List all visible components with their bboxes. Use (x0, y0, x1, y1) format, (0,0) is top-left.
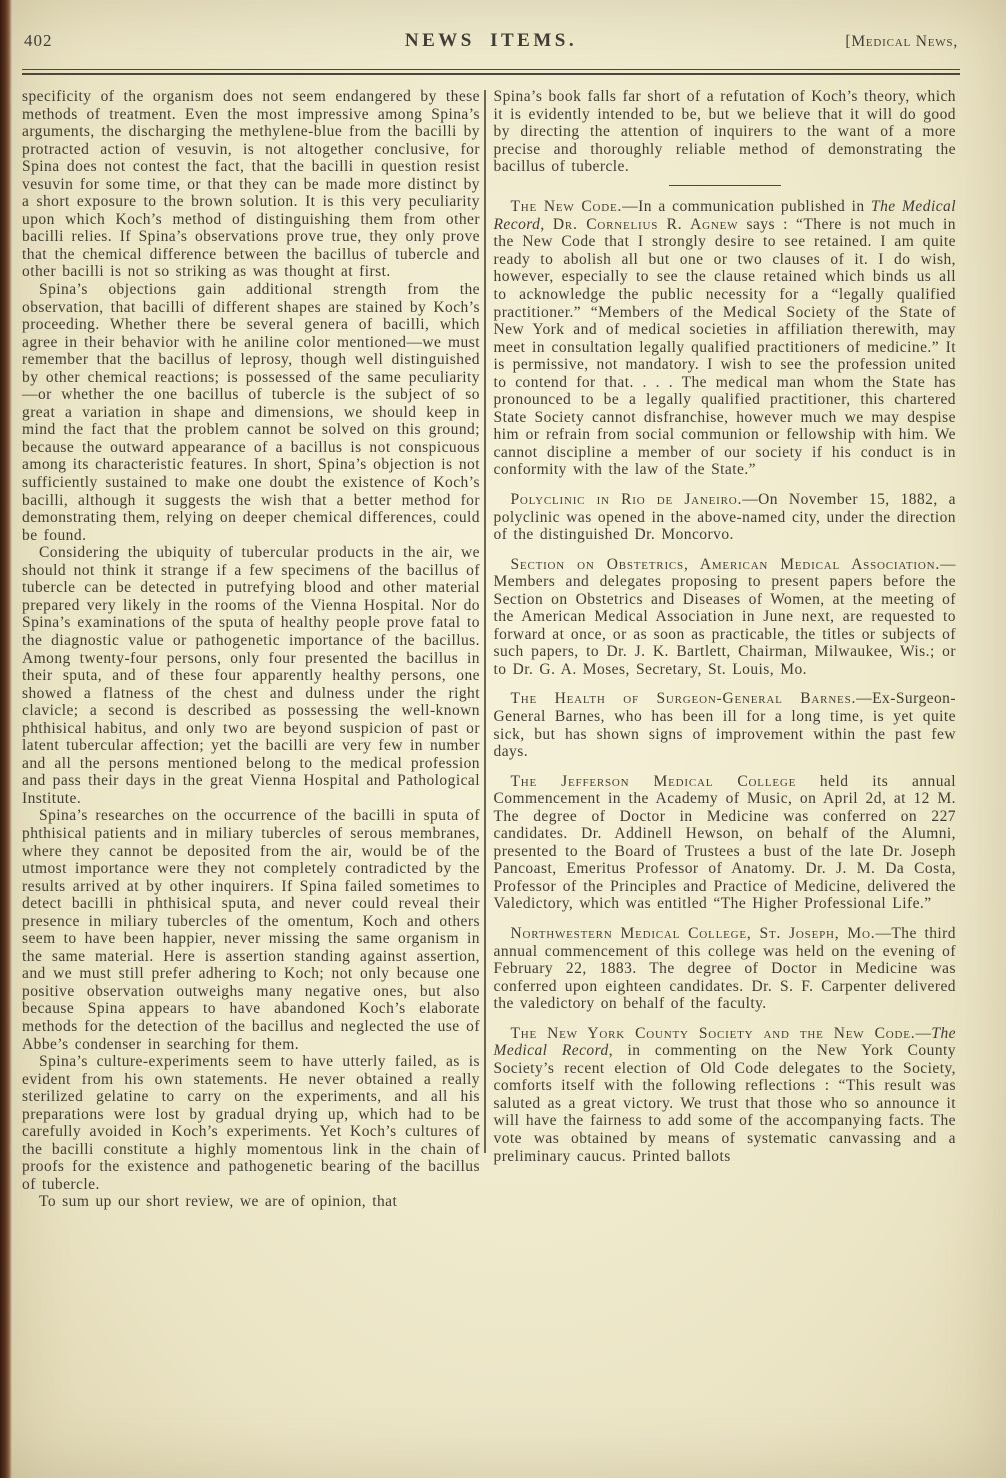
text-run: Spina’s book falls far short of a refutation of Koch’s theory, which it is evidently intended to be, but we believe that it will do good by directing the attention of inquirers to the want of a more precise and thoroughly reliable method of demonstrating the bacillus of tubercle. (493, 88, 956, 176)
paragraph (22, 807, 480, 1053)
section-heading: The Health of Surgeon-General Barnes. (510, 690, 857, 708)
page-header (24, 30, 958, 52)
text-run: To sum up our short review, we are of opinion, that (39, 1193, 398, 1211)
section-heading: The New Code. (510, 198, 623, 216)
text-run: —In a communication published in (622, 198, 872, 216)
text-run: Spina’s objections gain additional strength from the observation, that bacilli of different shapes are stained by Koch’s proceeding. Whether there be several genera of bacilli, which agree in their behavior with he aniline color mentioned—we must remember that the bacillus of leprosy, though well distinguished by other chemical reactions; is possessed of the same peculiarity—or whether the one bacillus of tubercle is the subject of so great a variation in shape and dimensions, we should keep in mind the fact that the problem cannot be solved on this ground; because the outward appearance of a bacillus is not conspicuous among its characteristic features. In short, Spina’s objection is not sufficiently sustained to make one doubt the existence of Koch’s bacilli, although it suggests the wish that a better method for demonstrating them, relying on deeper chemical differences, could be found. (22, 281, 480, 544)
paragraph (22, 544, 480, 807)
journal-reference: [Medical News, (845, 33, 958, 50)
right-column (494, 88, 957, 1211)
paragraph (22, 1193, 480, 1211)
text-run: specificity of the organism does not seem endangered by these methods of treatment. Even the most impressive among Spina’s arguments, the discharging the methylene-blue from the bacilli by protracted action of vesuvin, is not altogether conclusive, for Spina does not contest the fact, that the bacilli in question resist vesuvin for some time, or that they can be made more distinct by a short exposure to the brown solution. It is this very peculiarity upon which Koch’s method of distinguishing them from other bacilli relies. If Spina’s observations prove true, they only prove that the chemical difference between the bacillus of tubercle and other bacilli is not so striking as was thought at first. (22, 88, 480, 281)
text-run: —Ex-Surgeon-General Barnes, who has been ill for a long time, is yet quite sick, but has shown signs of improvement within the past few days. (493, 690, 956, 761)
text-run: — (915, 1024, 932, 1042)
section-heading: Polyclinic in Rio de Janeiro. (510, 490, 743, 508)
section-heading: The New York County Society and the New Code. (510, 1024, 916, 1042)
text-run: —Members and delegates proposing to present papers before the Section on Obstetrics and Diseases of Women, at the meeting of the American Medical Association in June next, are requested to forward at once, or as soon as practicable, the titles or subjects of such papers, to Dr. J. K. Bartlett, Chairman, Milwaukee, Wis.; or to Dr. G. A. Moses, Secretary, St. Louis, Mo. (493, 555, 956, 678)
paragraph (22, 88, 480, 281)
page-content (22, 88, 956, 1211)
header-double-rule (22, 69, 960, 75)
paragraph (494, 88, 957, 176)
publication-title-italic: The Medical Record (493, 1024, 956, 1060)
text-run: Considering the ubiquity of tubercular products in the air, we should not think it strange if a few specimens of the bacillus of tubercle can be detected in putrefying blood and other material prepared very likely in the rooms of the Vienna Hospital. Nor do Spina’s examinations of the sputa of healthy people prove fatal to the diagnostic value or pathogenetic importance of the bacillus. Among twenty-four persons, only four presented the bacillus in their sputa, and of these four apparently healthy persons, one showed a flatness of the chest and dulness under the right clavicle; a second is described as possessing the well-known phthisical habitus, and only two are beyond suspicion of past or latent tubercular affection; yet the bacilli are very few in number and all the persons mentioned belong to the medical profession and pass their days in the great Vienna Hospital and Pathological Institute. (22, 544, 480, 807)
paragraph (494, 556, 957, 679)
publication-title-italic: The Medical Record (493, 198, 956, 233)
left-column (22, 88, 480, 1211)
section-heading: Dr. Cornelius R. Agnew (552, 215, 739, 233)
section-separator-rule (669, 185, 781, 187)
text-run: , (540, 215, 553, 233)
column-divider-rule (484, 90, 486, 1153)
paragraph (494, 690, 957, 760)
paragraph (494, 925, 957, 1013)
paragraph (494, 1025, 957, 1165)
section-heading: Section on Obstetrics, American Medical Association. (510, 555, 941, 573)
text-run: says : “There is not much in the New Code that I strongly desire to see retained. I am quite ready to abolish all but one or two clauses of it. I do wish, however, especially to see the clause retained which binds us all to acknowledge the public necessity for a “legally qualified practitioner.” “Members of the Medical Society of the State of New York and of medical societies in affiliation therewith, may meet in consultation legally qualified practitioners of medicine.” It is permissive, not mandatory. I wish to see the profession united to contend for that. . . . The medical man whom the State has pronounced to be a legally qualified practitioner, this chartered State Society cannot disfranchise, however much we may despise him or refrain from social communion or fellowship with him. We cannot discipline a member of our society if his conduct is in conformity with the law of the State.” (493, 215, 957, 479)
text-run: , in commenting on the New York County Society’s recent election of Old Code delegates to the Society, comforts itself with the following reflections : “This result was saluted as a great victory. We trust that those who so announce it will have the fairness to add some of the accompanying facts. The vote was obtained by means of systematic canvassing and a preliminary caucus. Printed ballots (493, 1042, 956, 1165)
section-heading: Northwestern Medical College, St. Joseph, Mo. (510, 925, 876, 943)
running-title: NEWS ITEMS. (404, 30, 578, 51)
text-run: Spina’s culture-experiments seem to have utterly failed, as is evident from his own statements. He never obtained a really sterilized gelatine to carry on the experiments, and all his preparations were lost by gradual drying up, which had to be carefully avoided in Koch’s experiments. Yet Koch’s cultures of the bacilli constitute a highly momentous link in the chain of proofs for the existence and pathogenetic bearing of the bacillus of tubercle. (22, 1053, 480, 1193)
binding-edge (0, 0, 12, 1478)
text-run: Spina’s researches on the occurrence of the bacilli in sputa of phthisical patients and in miliary tubercles of serous membranes, where they cannot be deposited from the air, would be of the utmost importance were they not completely contradicted by the results arrived at by other inquirers. If Spina failed sometimes to detect bacilli in phthisical sputa, and never could reveal their presence in miliary tubercles of the omentum, Koch and others seem to have been happier, never missing the same organism in the same material. Here is assertion standing against assertion, and we must still prefer adhering to Koch; not only because one positive observation outweighs many negative ones, but also because Spina appears to have abandoned Koch’s elaborate methods for the detection of the bacillus and neglected the use of Abbe’s condenser in searching for them. (22, 807, 480, 1053)
paragraph (22, 1053, 480, 1193)
text-run: —The third annual commencement of this college was held on the evening of February 22, 1883. The degree of Doctor in Medicine was conferred upon eighteen candidates. Dr. S. F. Carpenter delivered the valedictory on behalf of the faculty. (493, 925, 956, 1013)
paragraph (494, 491, 957, 544)
text-run: —On November 15, 1882, a polyclinic was opened in the above-named city, under the direction of the distinguished Dr. Moncorvo. (493, 490, 956, 544)
page-number: 402 (24, 31, 53, 50)
paragraph (494, 198, 957, 479)
section-heading: The Jefferson Medical College (510, 772, 797, 790)
text-run: held its annual Commencement in the Academy of Music, on April 2d, at 12 M. The degree of Doctor in Medicine was conferred on 227 candidates. Dr. Addinell Hewson, on behalf of the Alumni, presented to the Board of Trustees a bust of the late Dr. Joseph Pancoast, Emeritus Professor of Anatomy. Dr. J. M. Da Costa, Professor of the Principles and Practice of Medicine, delivered the Valedictory, which was entitled “The Higher Professional Life.” (493, 772, 956, 913)
paragraph (22, 281, 480, 544)
paragraph (494, 773, 957, 913)
